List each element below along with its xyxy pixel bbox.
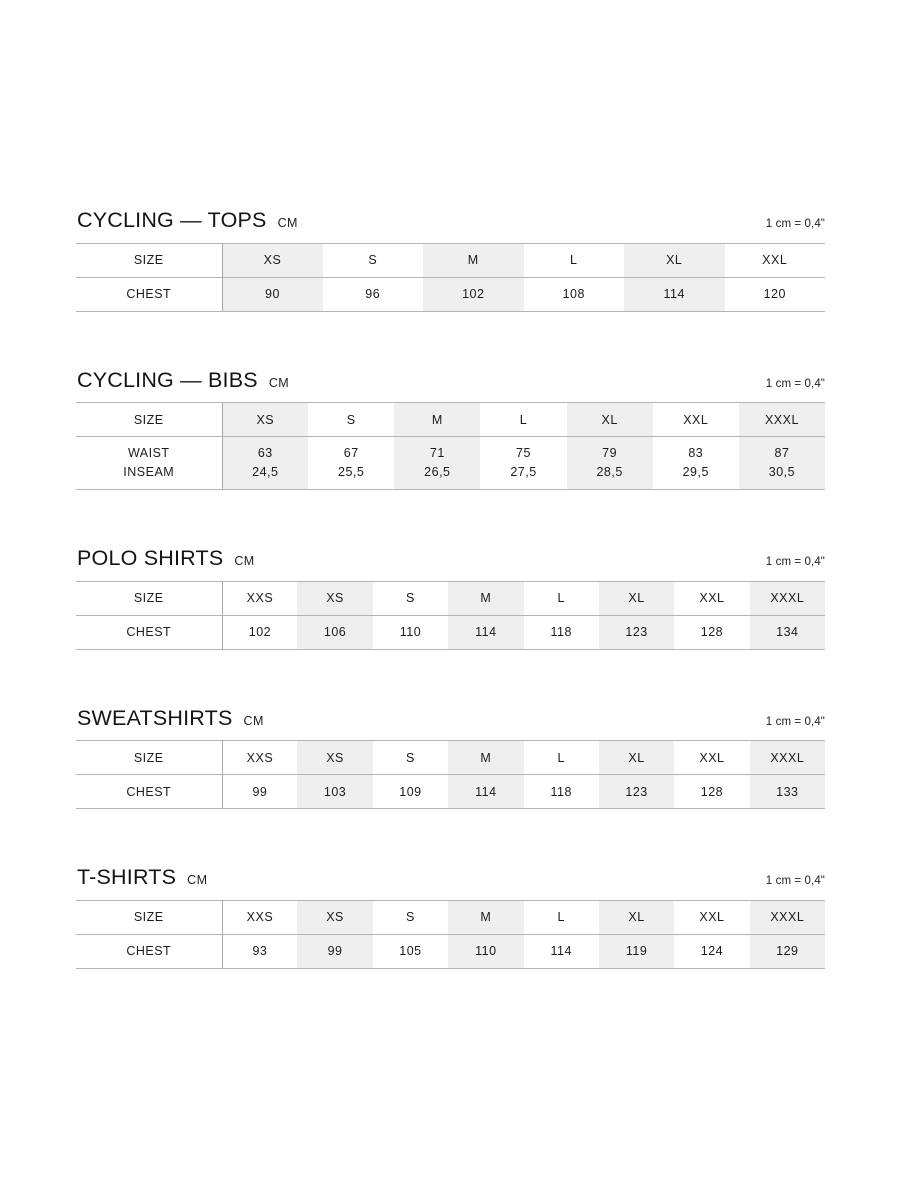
table-cell: 114: [524, 934, 599, 968]
measurement-value: 27,5: [510, 465, 537, 479]
table-header-row: [76, 900, 825, 934]
table-cell: 129: [750, 934, 825, 968]
row-header-chest: CHEST: [76, 775, 222, 809]
table-cell: 120: [725, 277, 826, 311]
size-section-cycling-bibs: [76, 367, 825, 491]
section-title-group: [77, 367, 290, 392]
table-cell: [739, 437, 825, 490]
column-header-size: SIZE: [76, 243, 222, 277]
row-header-measurements: [76, 437, 222, 490]
measurement-value: 67: [343, 446, 359, 460]
column-header-size-xs: XS: [297, 741, 372, 775]
section-title: SWEATSHIRTS: [77, 705, 233, 730]
table-cell: 128: [674, 615, 749, 649]
column-header-size-m: M: [448, 741, 523, 775]
measurement-value: 26,5: [424, 465, 451, 479]
section-unit-label: CM: [187, 873, 208, 887]
column-header-size-m: M: [394, 403, 480, 437]
section-title-group: [77, 548, 255, 570]
table-cell: 109: [373, 775, 448, 809]
size-table: [76, 900, 825, 969]
table-cell: 108: [524, 277, 625, 311]
section-title-group: [77, 705, 264, 730]
unit-conversion-note: 1 cm = 0,4": [765, 218, 825, 230]
column-header-size-l: L: [480, 403, 566, 437]
column-header-size-m: M: [423, 243, 524, 277]
section-unit-label: CM: [234, 554, 255, 568]
column-header-size-m: M: [448, 900, 523, 934]
table-header-row: [76, 243, 825, 277]
column-header-size-s: S: [323, 243, 424, 277]
column-header-size-l: L: [524, 581, 599, 615]
column-header-size-m: M: [448, 581, 523, 615]
unit-conversion-note: 1 cm = 0,4": [765, 875, 825, 887]
table-cell: [567, 437, 653, 490]
column-header-size-s: S: [373, 741, 448, 775]
size-section-cycling-tops: [76, 210, 825, 312]
row-header-chest: CHEST: [76, 277, 222, 311]
table-cell: 102: [423, 277, 524, 311]
measurement-value: 63: [257, 446, 273, 460]
section-title-group: [77, 867, 207, 889]
measurement-value: 29,5: [682, 465, 709, 479]
table-cell: 99: [297, 934, 372, 968]
column-header-size-xxxl: XXXL: [750, 741, 825, 775]
column-header-size-xl: XL: [599, 581, 674, 615]
column-header-size-xxl: XXL: [725, 243, 826, 277]
table-cell: 90: [222, 277, 323, 311]
column-header-size-xl: XL: [599, 900, 674, 934]
column-header-size-xxl: XXL: [674, 581, 749, 615]
table-cell: 110: [448, 934, 523, 968]
column-header-size-l: L: [524, 243, 625, 277]
table-cell: [653, 437, 739, 490]
table-cell: 118: [524, 775, 599, 809]
table-cell: [394, 437, 480, 490]
column-header-size-l: L: [524, 900, 599, 934]
section-title: CYCLING — TOPS: [77, 208, 267, 232]
measurement-value: 28,5: [596, 465, 623, 479]
column-header-size-xs: XS: [297, 581, 372, 615]
column-header-size-xl: XL: [599, 741, 674, 775]
table-cell: 114: [448, 615, 523, 649]
size-section-t-shirts: [76, 867, 825, 969]
column-header-size: SIZE: [76, 403, 222, 437]
size-section-sweatshirts: [76, 705, 825, 810]
column-header-size-xxl: XXL: [674, 900, 749, 934]
table-header-row: [76, 741, 825, 775]
column-header-size-xl: XL: [567, 403, 653, 437]
table-cell: 105: [373, 934, 448, 968]
table-cell: 96: [323, 277, 424, 311]
row-header-label: WAIST: [127, 446, 170, 460]
row-header-chest: CHEST: [76, 615, 222, 649]
measurement-value: 71: [429, 446, 445, 460]
measurement-value: 75: [516, 446, 531, 460]
measurement-value: 30,5: [768, 465, 796, 479]
table-cell: 128: [674, 775, 749, 809]
table-cell: 106: [297, 615, 372, 649]
table-cell: [222, 437, 308, 490]
column-header-size-s: S: [373, 581, 448, 615]
table-cell: 124: [674, 934, 749, 968]
measurement-value: 25,5: [338, 465, 365, 479]
column-header-size-xxs: XXS: [222, 581, 297, 615]
section-title: POLO SHIRTS: [77, 546, 224, 570]
section-header: [76, 548, 825, 581]
section-title: T-SHIRTS: [77, 865, 177, 889]
column-header-size-xxxl: XXXL: [750, 581, 825, 615]
column-header-size-xs: XS: [222, 403, 308, 437]
column-header-size: SIZE: [76, 900, 222, 934]
column-header-size-xxxl: XXXL: [750, 900, 825, 934]
section-header: [76, 367, 825, 403]
column-header-size-l: L: [524, 741, 599, 775]
table-cell: 123: [599, 775, 674, 809]
table-cell: 99: [222, 775, 297, 809]
table-row: [76, 615, 825, 649]
table-row: [76, 277, 825, 311]
table-row: [76, 934, 825, 968]
measurement-value: 24,5: [252, 465, 279, 479]
column-header-size: SIZE: [76, 741, 222, 775]
table-cell: 114: [448, 775, 523, 809]
section-title-group: [77, 210, 298, 232]
size-table: [76, 581, 825, 650]
measurement-value: 83: [688, 446, 704, 460]
section-header: [76, 210, 825, 243]
column-header-size-xl: XL: [624, 243, 725, 277]
measurement-value: 79: [602, 446, 618, 460]
size-table: [76, 243, 825, 312]
column-header-size-xs: XS: [222, 243, 323, 277]
table-cell: 103: [297, 775, 372, 809]
table-cell: [480, 437, 566, 490]
column-header-size-s: S: [308, 403, 394, 437]
size-table: [76, 402, 825, 490]
unit-conversion-note: 1 cm = 0,4": [765, 556, 825, 568]
column-header-size-xxs: XXS: [222, 900, 297, 934]
table-cell: 119: [599, 934, 674, 968]
size-table: [76, 740, 825, 809]
column-header-size-xxl: XXL: [653, 403, 739, 437]
table-header-row: [76, 581, 825, 615]
section-unit-label: CM: [268, 375, 290, 390]
table-row: [76, 437, 825, 490]
column-header-size-xxl: XXL: [674, 741, 749, 775]
row-header-label: INSEAM: [123, 465, 175, 479]
column-header-size-xxs: XXS: [222, 741, 297, 775]
column-header-size: SIZE: [76, 581, 222, 615]
section-header: [76, 705, 825, 741]
table-cell: 134: [750, 615, 825, 649]
table-cell: 133: [750, 775, 825, 809]
table-cell: 118: [524, 615, 599, 649]
size-sections-container: [76, 210, 825, 969]
unit-conversion-note: 1 cm = 0,4": [765, 715, 825, 728]
table-header-row: [76, 403, 825, 437]
table-row: [76, 775, 825, 809]
table-cell: [308, 437, 394, 490]
table-cell: 102: [222, 615, 297, 649]
section-title: CYCLING — BIBS: [77, 367, 258, 392]
section-header: [76, 867, 825, 900]
table-cell: 114: [624, 277, 725, 311]
table-cell: 93: [222, 934, 297, 968]
table-cell: 110: [373, 615, 448, 649]
column-header-size-xs: XS: [297, 900, 372, 934]
size-section-polo-shirts: [76, 548, 825, 650]
column-header-size-s: S: [373, 900, 448, 934]
row-header-chest: CHEST: [76, 934, 222, 968]
measurement-value: 87: [774, 446, 790, 460]
table-cell: 123: [599, 615, 674, 649]
section-unit-label: CM: [243, 713, 264, 728]
column-header-size-xxxl: XXXL: [739, 403, 825, 437]
unit-conversion-note: 1 cm = 0,4": [765, 377, 825, 390]
section-unit-label: CM: [277, 216, 298, 230]
